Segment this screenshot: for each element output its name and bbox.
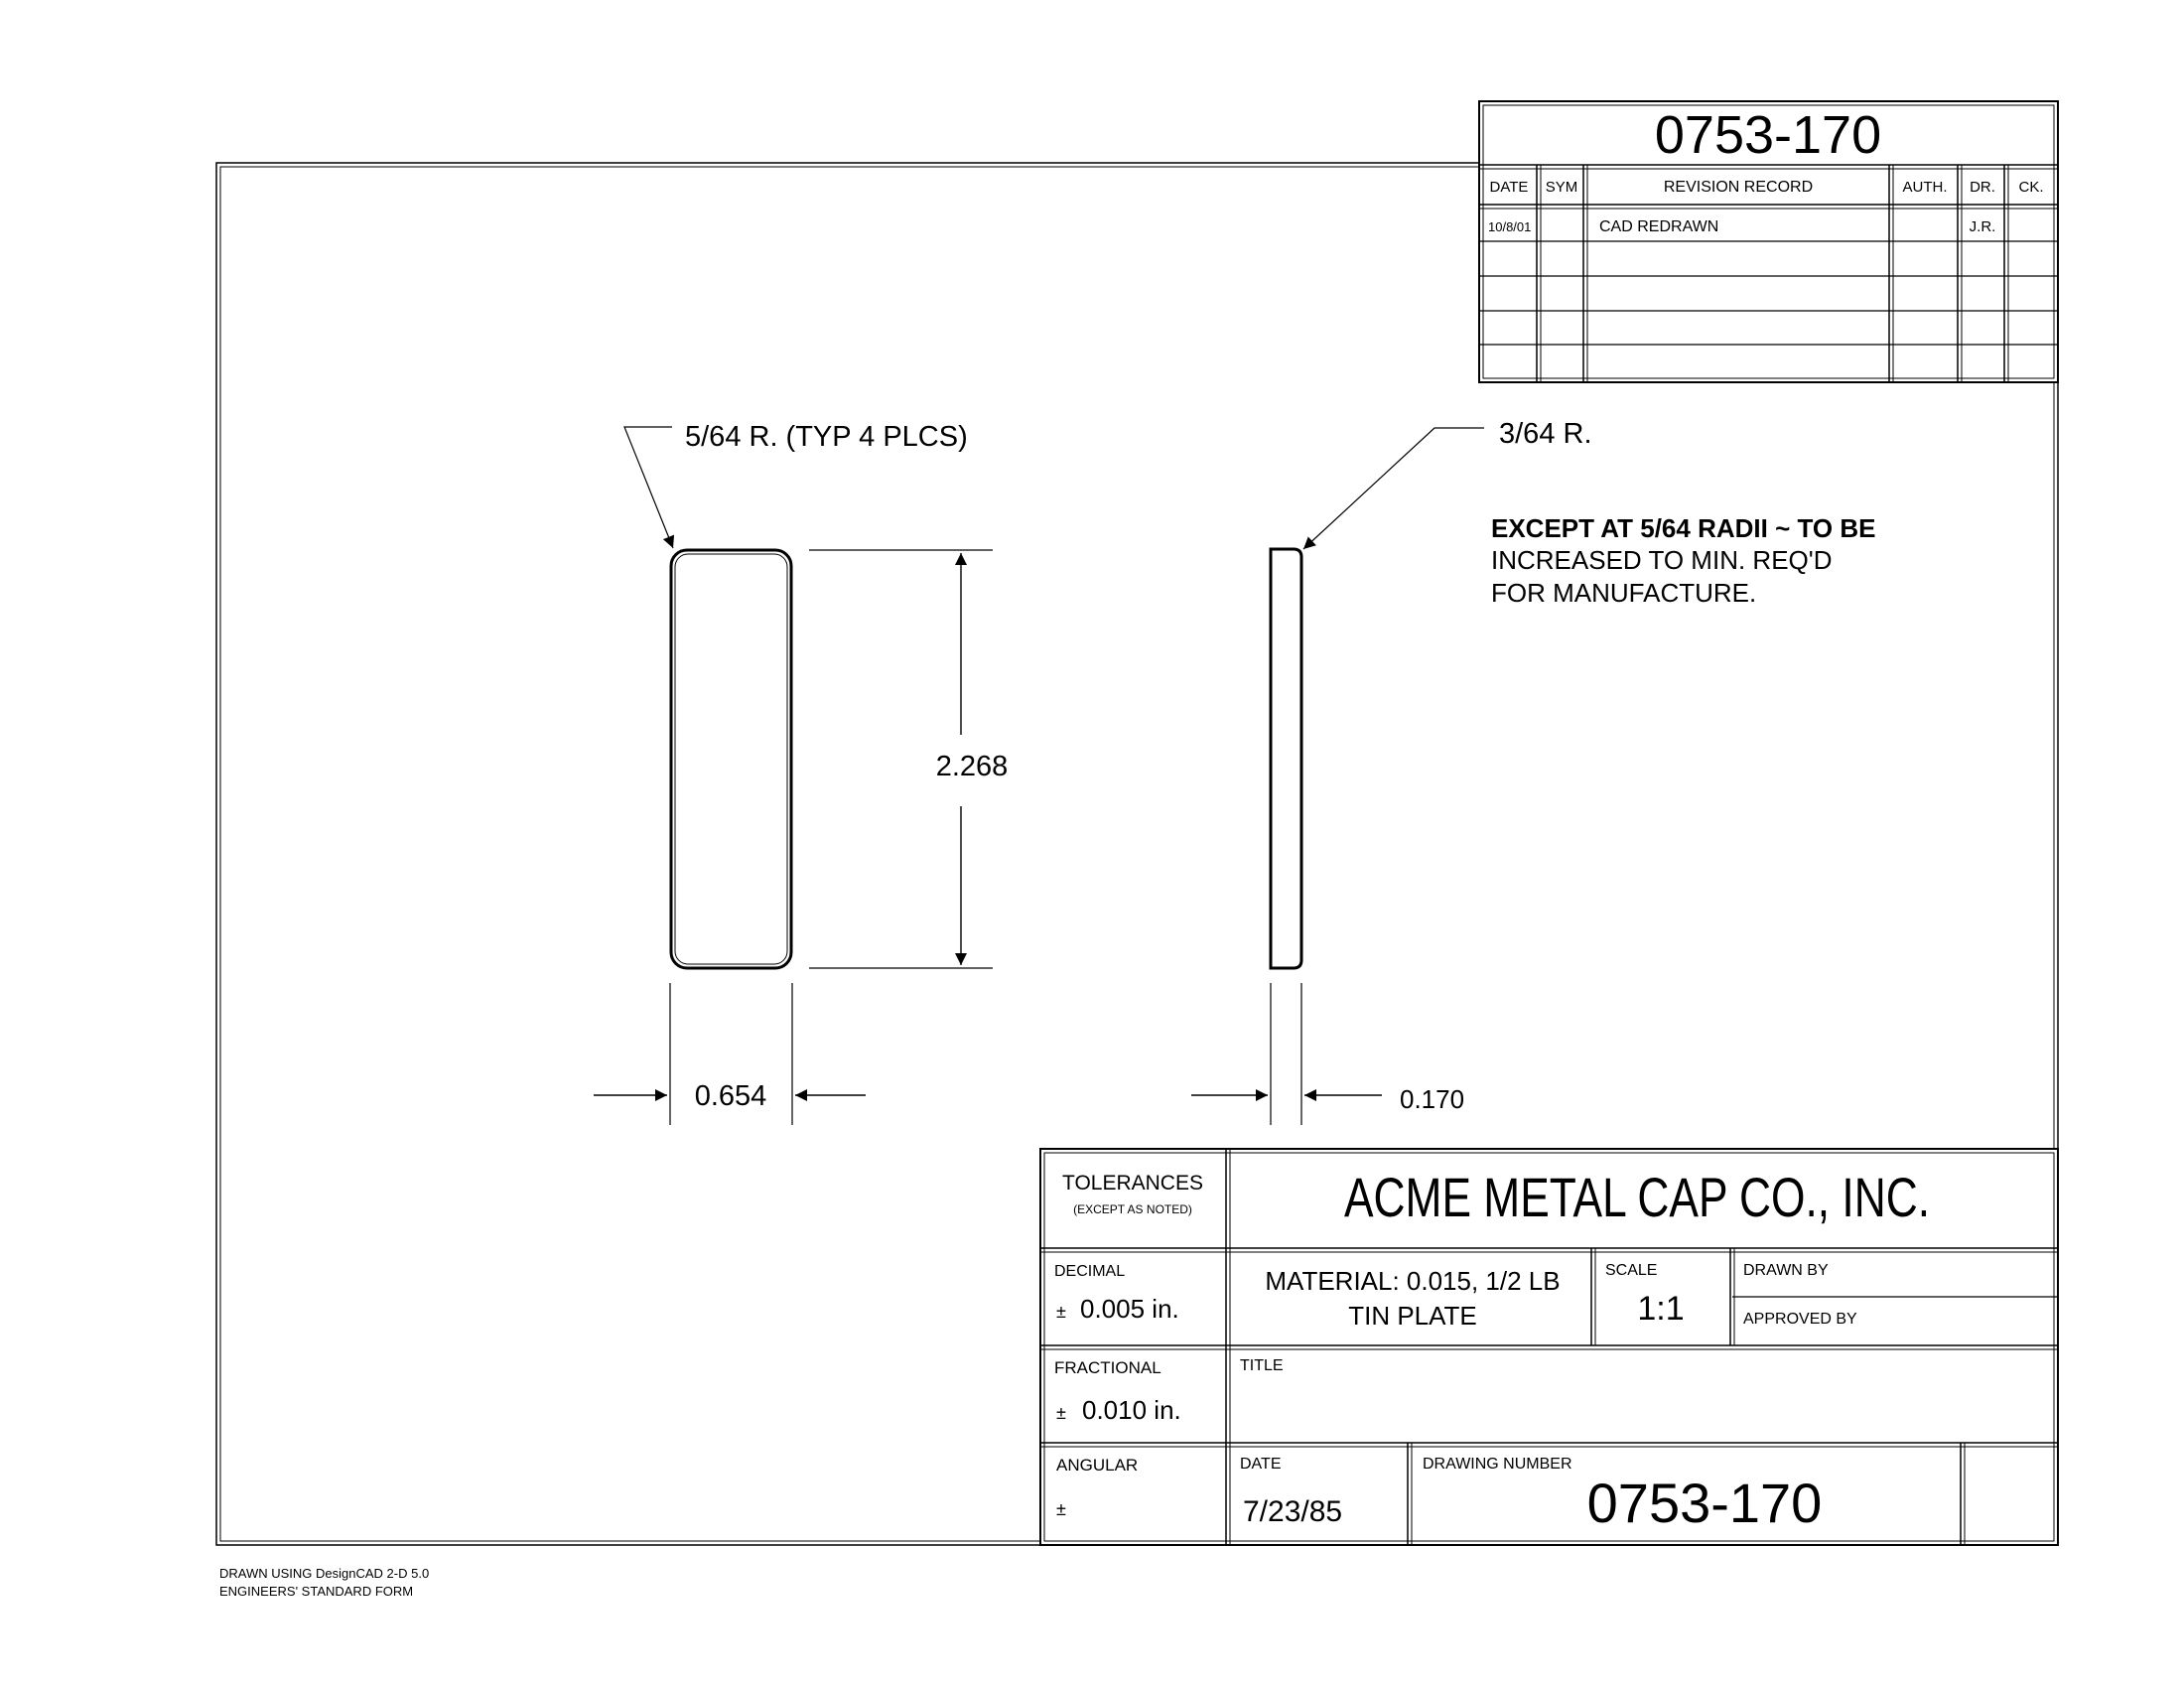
title-block bbox=[1040, 1149, 2058, 1545]
rev-row-record: CAD REDRAWN bbox=[1599, 218, 1719, 235]
drawn-by-label: DRAWN BY bbox=[1743, 1262, 1829, 1279]
side-view bbox=[1271, 549, 1301, 968]
date-label: DATE bbox=[1240, 1456, 1282, 1473]
radius-leader-front bbox=[624, 427, 673, 548]
rev-header-ck: CK. bbox=[2018, 179, 2044, 196]
front-view bbox=[671, 550, 791, 968]
scale-value: 1:1 bbox=[1637, 1290, 1685, 1328]
rev-header-sym: SYM bbox=[1545, 179, 1578, 196]
fractional-plus-minus: ± bbox=[1056, 1403, 1066, 1423]
material-line-1: MATERIAL: 0.015, 1/2 LB bbox=[1265, 1266, 1561, 1296]
drawing-number-value: 0753-170 bbox=[1586, 1472, 1823, 1534]
decimal-plus-minus: ± bbox=[1056, 1302, 1066, 1322]
radius-callout-side: 3/64 R. bbox=[1499, 418, 1592, 450]
part-front-outline bbox=[671, 550, 791, 968]
material-line-2: TIN PLATE bbox=[1348, 1301, 1477, 1331]
rev-header-record: REVISION RECORD bbox=[1663, 179, 1814, 196]
date-value: 7/23/85 bbox=[1243, 1495, 1343, 1528]
tolerances-label: TOLERANCES bbox=[1062, 1172, 1203, 1195]
thickness-dimension-label: 0.170 bbox=[1400, 1084, 1465, 1114]
rev-header-dr: DR. bbox=[1970, 179, 1995, 196]
footer-line-2: ENGINEERS' STANDARD FORM bbox=[219, 1584, 414, 1599]
radius-leader-side bbox=[1303, 428, 1484, 549]
height-dimension-label: 2.268 bbox=[935, 751, 1009, 782]
rev-row-date: 10/8/01 bbox=[1488, 219, 1532, 234]
note-line-2: INCREASED TO MIN. REQ'D bbox=[1491, 545, 1833, 575]
fractional-label: FRACTIONAL bbox=[1054, 1358, 1161, 1377]
rev-row-dr: J.R. bbox=[1969, 218, 1996, 235]
part-front-inner-outline bbox=[675, 554, 787, 964]
scale-label: SCALE bbox=[1605, 1262, 1658, 1279]
revision-block bbox=[1479, 101, 2058, 382]
width-dimension-label: 0.654 bbox=[694, 1080, 767, 1112]
part-side-outline bbox=[1271, 549, 1301, 968]
decimal-value: 0.005 in. bbox=[1080, 1294, 1179, 1324]
rev-header-date: DATE bbox=[1489, 179, 1529, 196]
radius-callout-front: 5/64 R. (TYP 4 PLCS) bbox=[685, 421, 968, 453]
thickness-dimension bbox=[1191, 983, 1382, 1125]
company-name: ACME METAL CAP CO., INC. bbox=[1344, 1166, 1930, 1228]
angular-label: ANGULAR bbox=[1056, 1456, 1139, 1475]
fractional-value: 0.010 in. bbox=[1082, 1395, 1181, 1425]
tolerances-note: (EXCEPT AS NOTED) bbox=[1073, 1202, 1192, 1216]
drawing-number-label: DRAWING NUMBER bbox=[1423, 1456, 1572, 1473]
approved-by-label: APPROVED BY bbox=[1743, 1311, 1857, 1328]
decimal-label: DECIMAL bbox=[1054, 1263, 1126, 1280]
note-line-1: EXCEPT AT 5/64 RADII ~ TO BE bbox=[1491, 513, 1876, 543]
angular-plus-minus: ± bbox=[1056, 1499, 1066, 1519]
rev-header-auth: AUTH. bbox=[1902, 179, 1948, 196]
footer-line-1: DRAWN USING DesignCAD 2-D 5.0 bbox=[219, 1566, 430, 1581]
title-label: TITLE bbox=[1240, 1357, 1284, 1374]
note-line-3: FOR MANUFACTURE. bbox=[1491, 578, 1757, 608]
revision-drawing-number: 0753-170 bbox=[1654, 105, 1882, 165]
